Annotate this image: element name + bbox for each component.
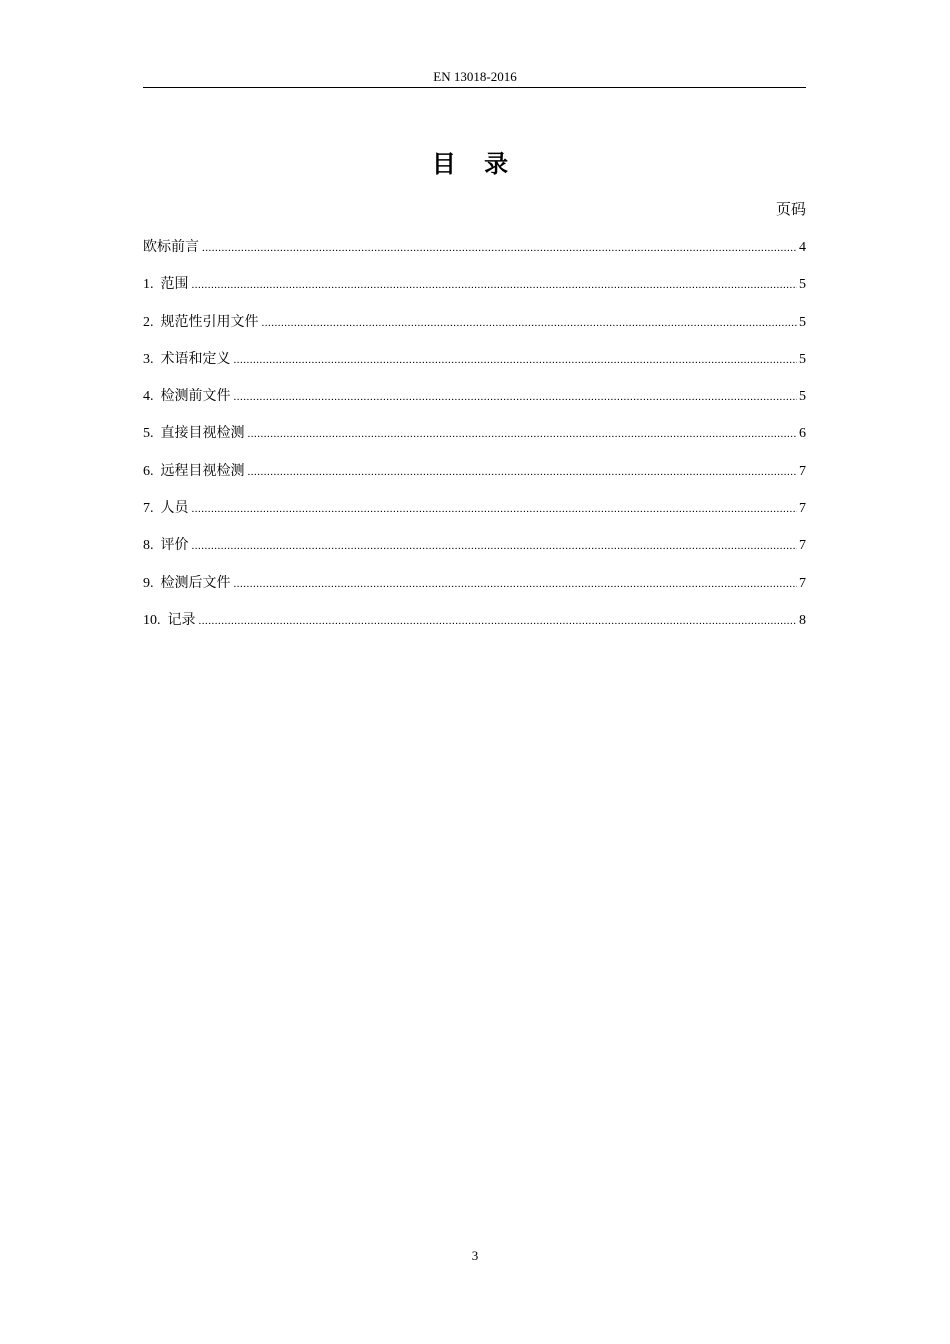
- toc-entry-pre-inspection-documents[interactable]: [143, 386, 806, 423]
- toc-entry-number: 9.: [143, 575, 161, 591]
- toc-entry-page: 6: [799, 426, 806, 442]
- dot-leader: [234, 350, 798, 370]
- toc-entry-number: 10.: [143, 612, 168, 628]
- toc-entry-label: 评价: [160, 537, 189, 554]
- toc-entry-post-inspection-documents[interactable]: [143, 573, 806, 610]
- dot-leader: [262, 313, 798, 333]
- toc-entry-number: 1.: [143, 277, 161, 293]
- table-of-contents: [143, 237, 806, 647]
- toc-entry-page: 5: [799, 314, 806, 330]
- page-number: 3: [471, 1248, 479, 1263]
- toc-entry-remote-visual-inspection[interactable]: [143, 461, 806, 498]
- toc-entry-foreword[interactable]: [143, 237, 806, 274]
- toc-entry-page: 8: [799, 612, 806, 628]
- toc-entry-label: 人员: [160, 500, 189, 517]
- header-divider: [143, 87, 806, 88]
- toc-entry-page: 7: [799, 463, 806, 479]
- toc-entry-label: 范围: [160, 276, 189, 293]
- toc-entry-label: 记录: [167, 611, 196, 628]
- toc-entry-records[interactable]: [143, 610, 806, 647]
- document-header: EN 13018-2016: [433, 69, 517, 84]
- toc-title: 目 录: [431, 150, 519, 178]
- toc-entry-page: 4: [799, 240, 806, 255]
- toc-entry-direct-visual-inspection[interactable]: [143, 423, 806, 460]
- toc-entry-page: 5: [799, 389, 806, 405]
- dot-leader: [248, 462, 798, 482]
- toc-entry-label: 远程目视检测: [160, 462, 245, 479]
- toc-entry-page: 7: [799, 538, 806, 554]
- dot-leader: [202, 238, 797, 258]
- toc-entry-label: 规范性引用文件: [160, 313, 259, 330]
- toc-entry-label: 检测后文件: [160, 574, 231, 591]
- toc-entry-number: 4.: [143, 389, 161, 405]
- dot-leader: [192, 275, 798, 295]
- toc-entry-number: 6.: [143, 463, 161, 479]
- toc-entry-normative-references[interactable]: [143, 312, 806, 349]
- toc-entry-page: 5: [799, 277, 806, 293]
- toc-entry-scope[interactable]: [143, 274, 806, 311]
- page-column-label: 页码: [775, 200, 806, 218]
- toc-entry-number: 8.: [143, 538, 161, 554]
- toc-entry-page: 5: [799, 351, 806, 367]
- toc-entry-label: 直接目视检测: [160, 425, 245, 442]
- toc-entry-number: 5.: [143, 426, 161, 442]
- dot-leader: [192, 536, 798, 556]
- dot-leader: [234, 387, 798, 407]
- toc-entry-label: 检测前文件: [160, 388, 231, 405]
- toc-entry-label: 术语和定义: [160, 350, 231, 367]
- toc-entry-label: 欧标前言: [143, 239, 199, 255]
- dot-leader: [234, 574, 798, 594]
- dot-leader: [248, 424, 798, 444]
- dot-leader: [192, 499, 798, 519]
- toc-entry-number: 3.: [143, 351, 161, 367]
- toc-entry-evaluation[interactable]: [143, 535, 806, 572]
- toc-entry-number: 7.: [143, 501, 161, 517]
- dot-leader: [199, 611, 798, 631]
- toc-entry-terms-definitions[interactable]: [143, 349, 806, 386]
- toc-entry-page: 7: [799, 575, 806, 591]
- toc-entry-personnel[interactable]: [143, 498, 806, 535]
- toc-entry-page: 7: [799, 501, 806, 517]
- toc-entry-number: 2.: [143, 314, 161, 330]
